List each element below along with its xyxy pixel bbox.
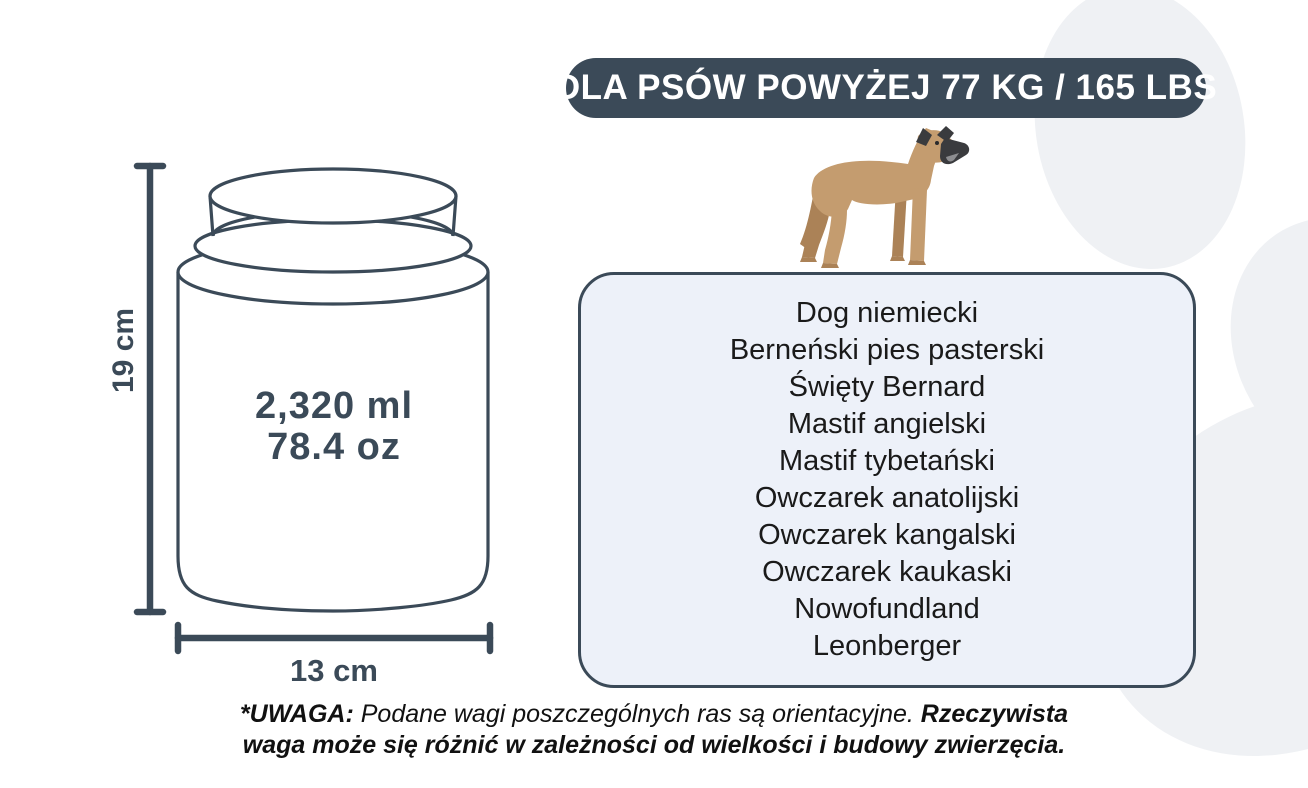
disclaimer-line-2: waga może się różnić w zależności od wielkości i budowy zwierzęcia.: [242, 731, 1066, 759]
breed-item: Owczarek anatolijski: [754, 482, 1020, 514]
width-dimension: [178, 653, 490, 689]
disclaimer-regular: Podane wagi poszczególnych ras są orientacyjne.: [353, 700, 921, 728]
breed-item: Owczarek kaukaski: [762, 556, 1012, 588]
disclaimer-note: [0, 699, 1308, 761]
disclaimer-line-1: [0, 699, 1308, 730]
breed-item: Leonberger: [812, 630, 962, 662]
weight-category-banner: [554, 58, 1218, 118]
infographic-canvas: DLA PSÓW POWYŻEJ 77 KG / 165 LBS 19 cm 2,320 ml 78.4 oz 13 cm Dog niemiecki Berneński pies pasterski Święty Bernard Mastif angielski Mastif tybetański Owczarek anatolijski Owczarek kangalski Owczarek kaukaski Nowofundland Leonberger *UWAGA: Podane wagi poszczególnych ras są orientacyjne. Rzeczywista waga może się różnić w zależności od wielkości i budowy zwierzęcia.: [0, 0, 1308, 788]
breed-list-box: [578, 272, 1196, 688]
volume-oz-label: 78.4 oz: [267, 426, 401, 468]
breed-item: Owczarek kangalski: [758, 519, 1016, 551]
width-dimension-label: 13 cm: [290, 653, 378, 688]
disclaimer-bold-1: Rzeczywista: [920, 700, 1069, 728]
breed-item: Nowofundland: [794, 593, 980, 625]
breed-item: Dog niemiecki: [795, 297, 979, 329]
breed-item: Święty Bernard: [788, 371, 986, 403]
great-dane-illustration: [798, 126, 973, 270]
disclaimer-prefix: *UWAGA:: [239, 700, 354, 728]
breed-item: Mastif angielski: [787, 408, 987, 440]
weight-category-label: DLA PSÓW POWYŻEJ 77 KG / 165 LBS: [554, 68, 1218, 107]
volume-label: [178, 386, 490, 468]
breed-item: Mastif tybetański: [779, 445, 995, 477]
breed-item: Berneński pies pasterski: [729, 334, 1045, 366]
volume-ml-label: 2,320 ml: [255, 385, 413, 427]
